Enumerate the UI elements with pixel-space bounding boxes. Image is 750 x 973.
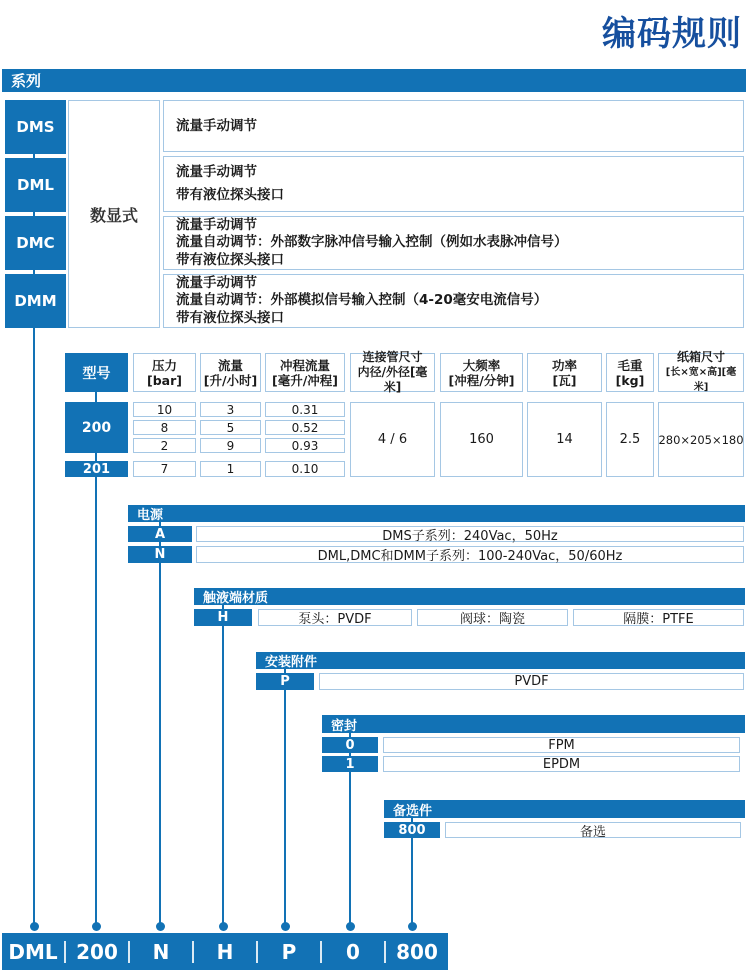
cell-shared-carton [658,402,744,477]
seal-value-fpm [383,737,740,753]
seal-value-fpm-text: FPM [548,737,575,753]
material-value-text: 隔膜：PTFE [623,612,694,627]
seal-key-1 [322,756,378,772]
col-title: 纸箱尺寸 [676,350,725,364]
power-key-a-label: A [154,526,166,542]
series-code-dmc-label: DMC [16,234,55,252]
series-desc-dmm [163,274,744,328]
code-segment-mounting: P [281,939,297,964]
connector-line-power [159,505,161,926]
connector-dot-series [30,922,39,931]
material-value-text: 泵头：PVDF [298,612,372,627]
cell-200-r2-stroke [265,420,345,435]
seal-header-label: 密封 [331,718,358,734]
col-title: 冲程流量 [279,357,330,373]
cell-value: 160 [469,432,494,447]
cell-value: 1 [226,462,235,476]
desc-line: 带有液位探头接口 [176,187,284,203]
col-unit: [bar] [147,372,182,388]
code-segment-model: 200 [76,939,118,964]
mounting-key-p-label: P [280,674,290,689]
power-key-n-label: N [154,547,166,562]
material-value-text: 阀球：陶瓷 [459,612,525,627]
material-key-h-label: H [217,610,229,625]
col-title: 毛重 [617,357,643,373]
spec-col-flow [200,353,261,392]
example-code-bar [2,933,448,970]
options-header-label: 备选件 [393,803,433,819]
cell-value: 10 [156,402,173,417]
series-header-bar [2,69,746,92]
material-value-pump-head [258,609,412,626]
cell-value: 0.93 [291,438,319,453]
series-code-dmm-label: DMM [14,292,57,310]
spec-model-201-label: 201 [82,461,111,477]
desc-line: 带有液位探头接口 [176,309,284,326]
col-unit: [毫升/冲程] [272,372,338,388]
options-value-text: 备选 [579,824,606,840]
desc-line: 流量手动调节 [176,164,257,180]
desc-line: 流量手动调节 [176,274,257,291]
spec-model-201 [65,461,128,477]
desc-line: 流量自动调节：外部模拟信号输入控制（4-20毫安电流信号） [176,292,548,309]
series-desc-dmc [163,216,744,270]
cell-200-r1-flow [200,402,261,417]
series-code-dmm [5,274,66,328]
cell-value: 5 [226,420,235,435]
col-title: 流量 [217,357,243,373]
col-unit: [kg] [615,372,645,388]
series-group-label: 数显式 [89,205,138,225]
series-code-dml-label: DML [17,176,54,194]
power-value-n-text: DML,DMC和DMM子系列：100-240Vac，50/60Hz [317,549,623,564]
spec-col-stroke [265,353,345,392]
cell-200-r3-pressure [133,438,196,453]
cell-201-pressure [133,461,196,477]
desc-line: 流量手动调节 [176,117,257,134]
cell-200-r3-stroke [265,438,345,453]
material-header-label: 触液端材质 [203,591,269,606]
cell-value: 14 [556,432,573,447]
cell-201-flow [200,461,261,477]
mounting-value [319,673,744,690]
mounting-header-bar [256,652,745,669]
series-code-dms-label: DMS [16,118,55,136]
options-key-800 [384,822,440,838]
spec-model-header [65,353,128,392]
seal-key-0 [322,737,378,753]
series-code-dml [5,158,66,212]
desc-line: 带有液位探头接口 [176,251,284,268]
code-segment-power: N [152,939,170,964]
options-key-800-label: 800 [398,822,426,838]
mounting-value-text: PVDF [514,674,549,689]
cell-200-r3-flow [200,438,261,453]
cell-shared-weight [606,402,654,477]
desc-line: 流量自动调节：外部数字脉冲信号输入控制（例如水表脉冲信号） [176,234,568,251]
power-value-a [196,526,744,542]
col-title: 功率 [551,357,577,373]
cell-value: 0.31 [291,402,319,417]
spec-model-200 [65,402,128,453]
cell-value: 7 [160,462,169,476]
mounting-header-label: 安装附件 [265,655,318,670]
cell-value: 3 [226,402,235,417]
col-title: 连接管尺寸 [362,350,423,364]
connector-line-options [411,800,413,926]
cell-value: 280×205×180 [658,432,744,447]
power-header-label: 电源 [137,508,164,523]
cell-200-r2-pressure [133,420,196,435]
spec-col-carton [658,350,744,393]
cell-200-r1-pressure [133,402,196,417]
seal-value-epdm-text: EPDM [542,756,581,772]
cell-value: 8 [160,420,169,435]
cell-value: 0.10 [291,462,319,476]
col-unit: [长×宽×高][毫米] [665,367,737,393]
options-value [445,822,741,838]
series-code-dmc [5,216,66,270]
material-header-bar [194,588,745,605]
power-key-a [128,526,192,542]
cell-200-r1-stroke [265,402,345,417]
power-key-n [128,546,192,563]
cell-value: 0.52 [291,420,319,435]
desc-line: 流量手动调节 [176,216,257,233]
connector-dot-options [408,922,417,931]
cell-value: 2 [160,438,169,453]
series-desc-dml [163,156,744,212]
power-header-bar [128,505,745,522]
series-code-dms [5,100,66,154]
power-value-n [196,546,744,563]
connector-dot-seal [346,922,355,931]
cell-shared-freq [440,402,523,477]
seal-value-epdm [383,756,740,772]
code-segment-seal: 0 [346,939,360,964]
material-value-valve-ball [417,609,568,626]
connector-line-mounting [284,652,286,926]
cell-value: 2.5 [619,432,641,447]
spec-model-header-label: 型号 [82,365,111,382]
code-segment-series: DML [8,939,58,964]
seal-key-1-label: 1 [345,756,355,772]
spec-col-pressure [133,353,196,392]
col-title: 大频率 [462,357,501,373]
series-desc-dms [163,100,744,152]
spec-col-weight [606,353,654,392]
cell-shared-power [527,402,602,477]
series-header-label: 系列 [11,72,42,90]
material-key-h [194,609,252,626]
connector-dot-model [92,922,101,931]
connector-dot-material [219,922,228,931]
seal-key-0-label: 0 [345,737,355,753]
connector-line-material [222,588,224,926]
spec-col-power [527,353,602,392]
spec-col-pipe [350,350,435,394]
power-value-a-text: DMS子系列：240Vac，50Hz [382,528,558,544]
col-unit: 内径/外径[毫米] [357,365,428,394]
spec-col-freq [440,353,523,392]
connector-dot-mounting [281,922,290,931]
connector-dot-power [156,922,165,931]
options-header-bar [384,800,745,818]
seal-header-bar [322,715,745,733]
col-title: 压力 [151,357,177,373]
material-value-diaphragm [573,609,744,626]
cell-200-r2-flow [200,420,261,435]
col-unit: [冲程/分钟] [448,372,515,388]
spec-model-200-label: 200 [81,419,112,436]
code-segment-options: 800 [396,939,438,964]
cell-value: 4 / 6 [377,432,408,447]
cell-shared-pipe [350,402,435,477]
mounting-key-p [256,673,314,690]
col-unit: [升/小时] [203,372,258,388]
series-group-box [68,100,160,328]
col-unit: [瓦] [552,372,577,388]
page-title: 编码规则 [602,14,742,54]
cell-value: 9 [226,438,235,453]
cell-201-stroke [265,461,345,477]
code-segment-material: H [216,939,234,964]
